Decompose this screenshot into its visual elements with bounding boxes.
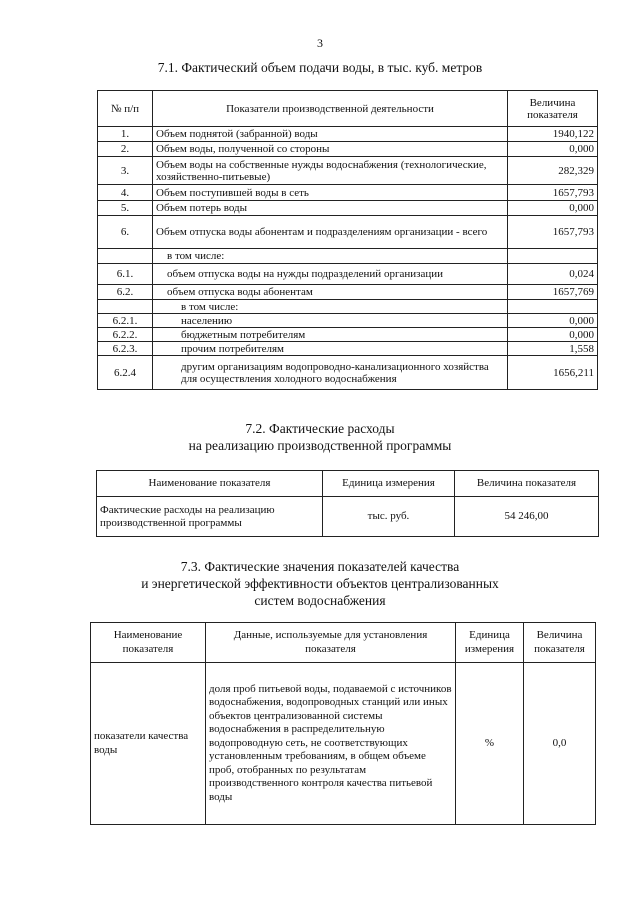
table-row	[98, 216, 598, 249]
expenses-table	[96, 470, 599, 537]
row-num: 6.2.4	[98, 356, 153, 390]
water-supply-table	[97, 90, 598, 390]
row-num: 6.2.3.	[98, 342, 153, 356]
row-num: 4.	[98, 185, 153, 201]
table-header-row	[97, 471, 599, 497]
row-num: 2.	[98, 142, 153, 157]
row-value	[508, 300, 598, 314]
row-label: в том числе:	[153, 249, 508, 264]
row-label: прочим потребителям	[153, 342, 508, 356]
table-row	[98, 201, 598, 216]
section3-title-line2: и энергетической эффективности объектов централизованных	[141, 576, 499, 591]
quality-table	[90, 622, 596, 825]
table-header-row	[91, 623, 596, 663]
section3-title	[0, 558, 640, 609]
table-row	[98, 314, 598, 328]
header-indicator: Показатели производственной деятельности	[153, 91, 508, 127]
row-num: 5.	[98, 201, 153, 216]
row-label: объем отпуска воды на нужды подразделений организации	[153, 264, 508, 285]
section3-title-line3: систем водоснабжения	[254, 593, 386, 608]
row-value: 54 246,00	[455, 497, 599, 537]
table-row	[98, 356, 598, 390]
table-row	[98, 300, 598, 314]
header-unit: Единица измерения	[323, 471, 455, 497]
table-row	[98, 342, 598, 356]
row-label: Объем отпуска воды абонентам и подразделениям организации - всего	[153, 216, 508, 249]
row-label: в том числе:	[153, 300, 508, 314]
table-row	[98, 127, 598, 142]
row-value: 1940,122	[508, 127, 598, 142]
row-value: 0,000	[508, 328, 598, 342]
row-label: Объем поднятой (забранной) воды	[153, 127, 508, 142]
table-row	[98, 185, 598, 201]
row-num: 6.	[98, 216, 153, 249]
row-value: 0,024	[508, 264, 598, 285]
row-num: 3.	[98, 157, 153, 185]
row-value: 1656,211	[508, 356, 598, 390]
section2-title-line1: 7.2. Фактические расходы	[245, 421, 395, 436]
row-value: 282,329	[508, 157, 598, 185]
row-label: Объем потерь воды	[153, 201, 508, 216]
header-value: Величина показателя	[455, 471, 599, 497]
row-value: 0,0	[524, 663, 596, 825]
row-value: 0,000	[508, 314, 598, 328]
row-value	[508, 249, 598, 264]
row-label: Объем воды, полученной со стороны	[153, 142, 508, 157]
row-num: 6.2.	[98, 285, 153, 300]
row-num: 1.	[98, 127, 153, 142]
row-label: Объем поступившей воды в сеть	[153, 185, 508, 201]
table-header-row	[98, 91, 598, 127]
table-row	[91, 663, 596, 825]
table-row	[98, 264, 598, 285]
header-unit: Единица измерения	[456, 623, 524, 663]
row-value: 1657,769	[508, 285, 598, 300]
table-row	[98, 249, 598, 264]
header-name: Наименование показателя	[91, 623, 206, 663]
row-label: Объем воды на собственные нужды водоснабжения (технологические, хозяйственно-питьевые)	[153, 157, 508, 185]
table-row	[97, 497, 599, 537]
section1-title: 7.1. Фактический объем подачи воды, в тыс. куб. метров	[157, 60, 483, 75]
row-unit: тыс. руб.	[323, 497, 455, 537]
row-name: показатели качества воды	[91, 663, 206, 825]
header-num: № п/п	[98, 91, 153, 127]
section2-title-line2: на реализацию производственной программы	[188, 438, 452, 453]
row-value: 1,558	[508, 342, 598, 356]
header-name: Наименование показателя	[97, 471, 323, 497]
row-label: объем отпуска воды абонентам	[153, 285, 508, 300]
page-number: 3	[317, 36, 323, 50]
row-name: Фактические расходы на реализацию производственной программы	[97, 497, 323, 537]
header-data: Данные, используемые для установления показателя	[206, 623, 456, 663]
row-num	[98, 300, 153, 314]
row-unit: %	[456, 663, 524, 825]
table-row	[98, 142, 598, 157]
row-num: 6.2.2.	[98, 328, 153, 342]
row-value: 0,000	[508, 142, 598, 157]
row-label: населению	[153, 314, 508, 328]
row-label: бюджетным потребителям	[153, 328, 508, 342]
row-value: 0,000	[508, 201, 598, 216]
section2-title	[0, 420, 640, 454]
row-value: 1657,793	[508, 185, 598, 201]
row-label: другим организациям водопроводно-канализационного хозяйства для осуществления холодного водоснабжения	[153, 356, 508, 390]
header-value: Величина показателя	[508, 91, 598, 127]
table-row	[98, 285, 598, 300]
row-data: доля проб питьевой воды, подаваемой с источников водоснабжения, водопроводных станций или иных объектов централизованной системы водоснабжения в распределительную водопроводную сеть, не соответствующих установленным требованиям, в общем объеме проб, отобранных по результатам производственного контроля качества питьевой воды	[206, 663, 456, 825]
row-num	[98, 249, 153, 264]
table-row	[98, 328, 598, 342]
table-row	[98, 157, 598, 185]
header-value: Величина показателя	[524, 623, 596, 663]
row-num: 6.2.1.	[98, 314, 153, 328]
row-value: 1657,793	[508, 216, 598, 249]
section3-title-line1: 7.3. Фактические значения показателей качества	[180, 559, 460, 574]
row-num: 6.1.	[98, 264, 153, 285]
